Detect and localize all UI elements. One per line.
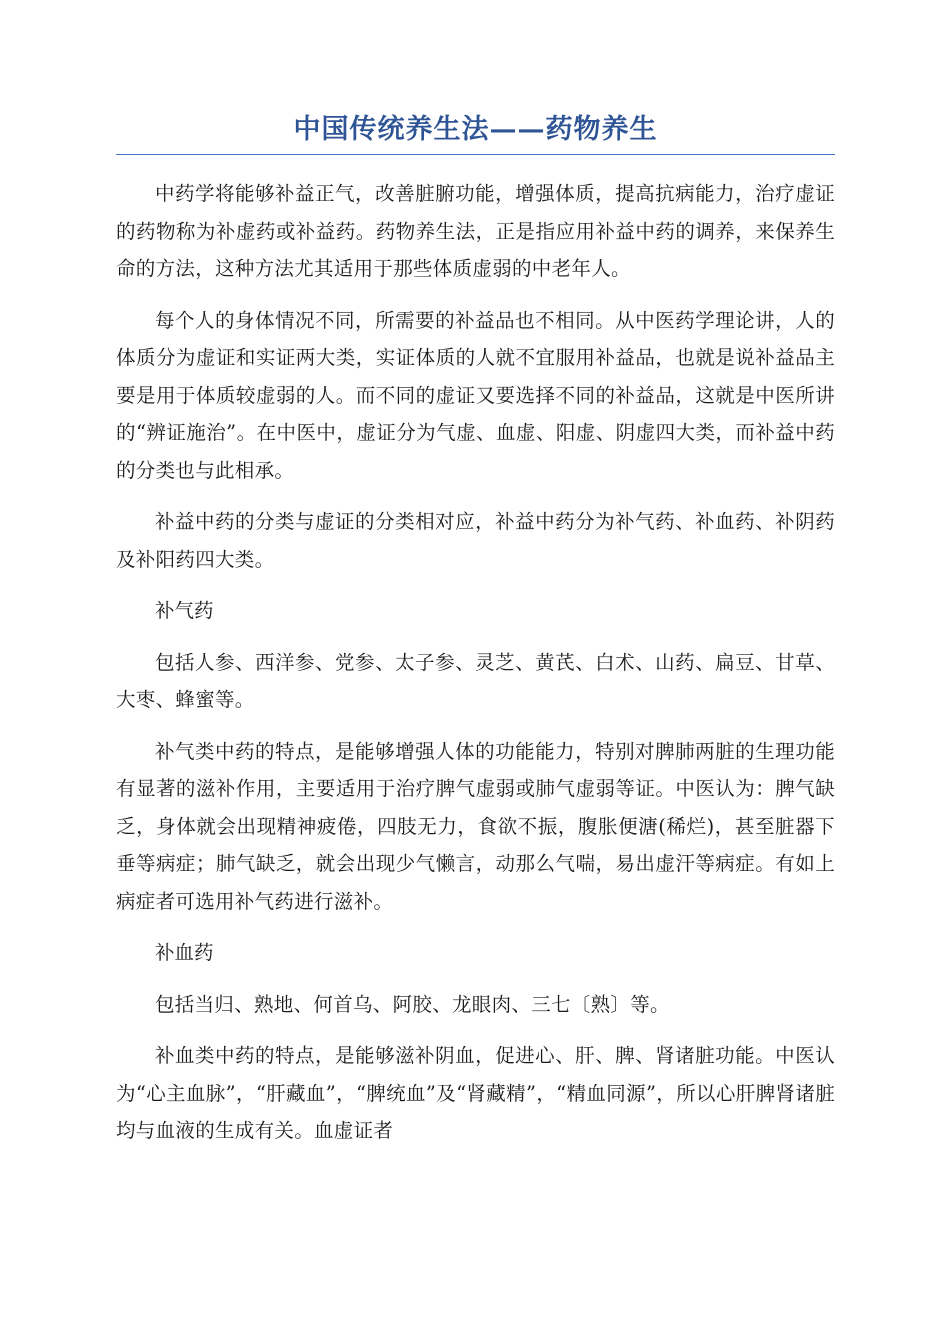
paragraph: 补气类中药的特点，是能够增强人体的功能能力，特别对脾肺两脏的生理功能有显著的滋补作用，主要适用于治疗脾气虚弱或肺气虚弱等证。中医认为：脾气缺乏，身体就会出现精神疲倦，四肢无力，食欲不振，腹胀便溏(稀烂)，甚至脏器下垂等病症；肺气缺乏，就会出现少气懒言，动那么气喘，易出虚汗等病症。有如上病症者可选用补气药进行滋补。: [116, 739, 835, 913]
paragraph: 中药学将能够补益正气，改善脏腑功能，增强体质，提高抗病能力，治疗虚证的药物称为补虚药或补益药。药物养生法，正是指应用补益中药的调养，来保养生命的方法，这种方法尤其适用于那些体质虚弱的中老年人。: [116, 182, 835, 280]
document-title: 中国传统养生法——药物养生: [116, 110, 835, 155]
section-heading-buqi: 补气药: [155, 599, 214, 622]
paragraph: 包括当归、熟地、何首乌、阿胶、龙眼肉、三七〔熟〕等。: [155, 992, 670, 1016]
paragraph: 包括人参、西洋参、党参、太子参、灵芝、黄芪、白术、山药、扁豆、甘草、大枣、蜂蜜等。: [116, 650, 835, 711]
document-page: [116, 110, 835, 1164]
paragraph: 每个人的身体情况不同，所需要的补益品也不相同。从中医药学理论讲，人的体质分为虚证和实证两大类，实证体质的人就不宜服用补益品，也就是说补益品主要是用于体质较虚弱的人。而不同的虚证又要选择不同的补益品，这就是中医所讲的“辨证施治”。在中医中，虚证分为气虚、血虚、阳虚、阴虚四大类，而补益中药的分类也与此相承。: [116, 308, 835, 482]
paragraph: 补血类中药的特点，是能够滋补阴血，促进心、肝、脾、肾诸脏功能。中医认为“心主血脉”，“肝藏血”，“脾统血”及“肾藏精”，“精血同源”，所以心肝脾肾诸脏均与血液的生成有关。血虚证者: [116, 1044, 835, 1142]
paragraph: 补益中药的分类与虚证的分类相对应，补益中药分为补气药、补血药、补阴药及补阳药四大类。: [116, 510, 835, 571]
section-heading-buxue: 补血药: [155, 941, 214, 964]
document-body: [116, 175, 835, 1150]
